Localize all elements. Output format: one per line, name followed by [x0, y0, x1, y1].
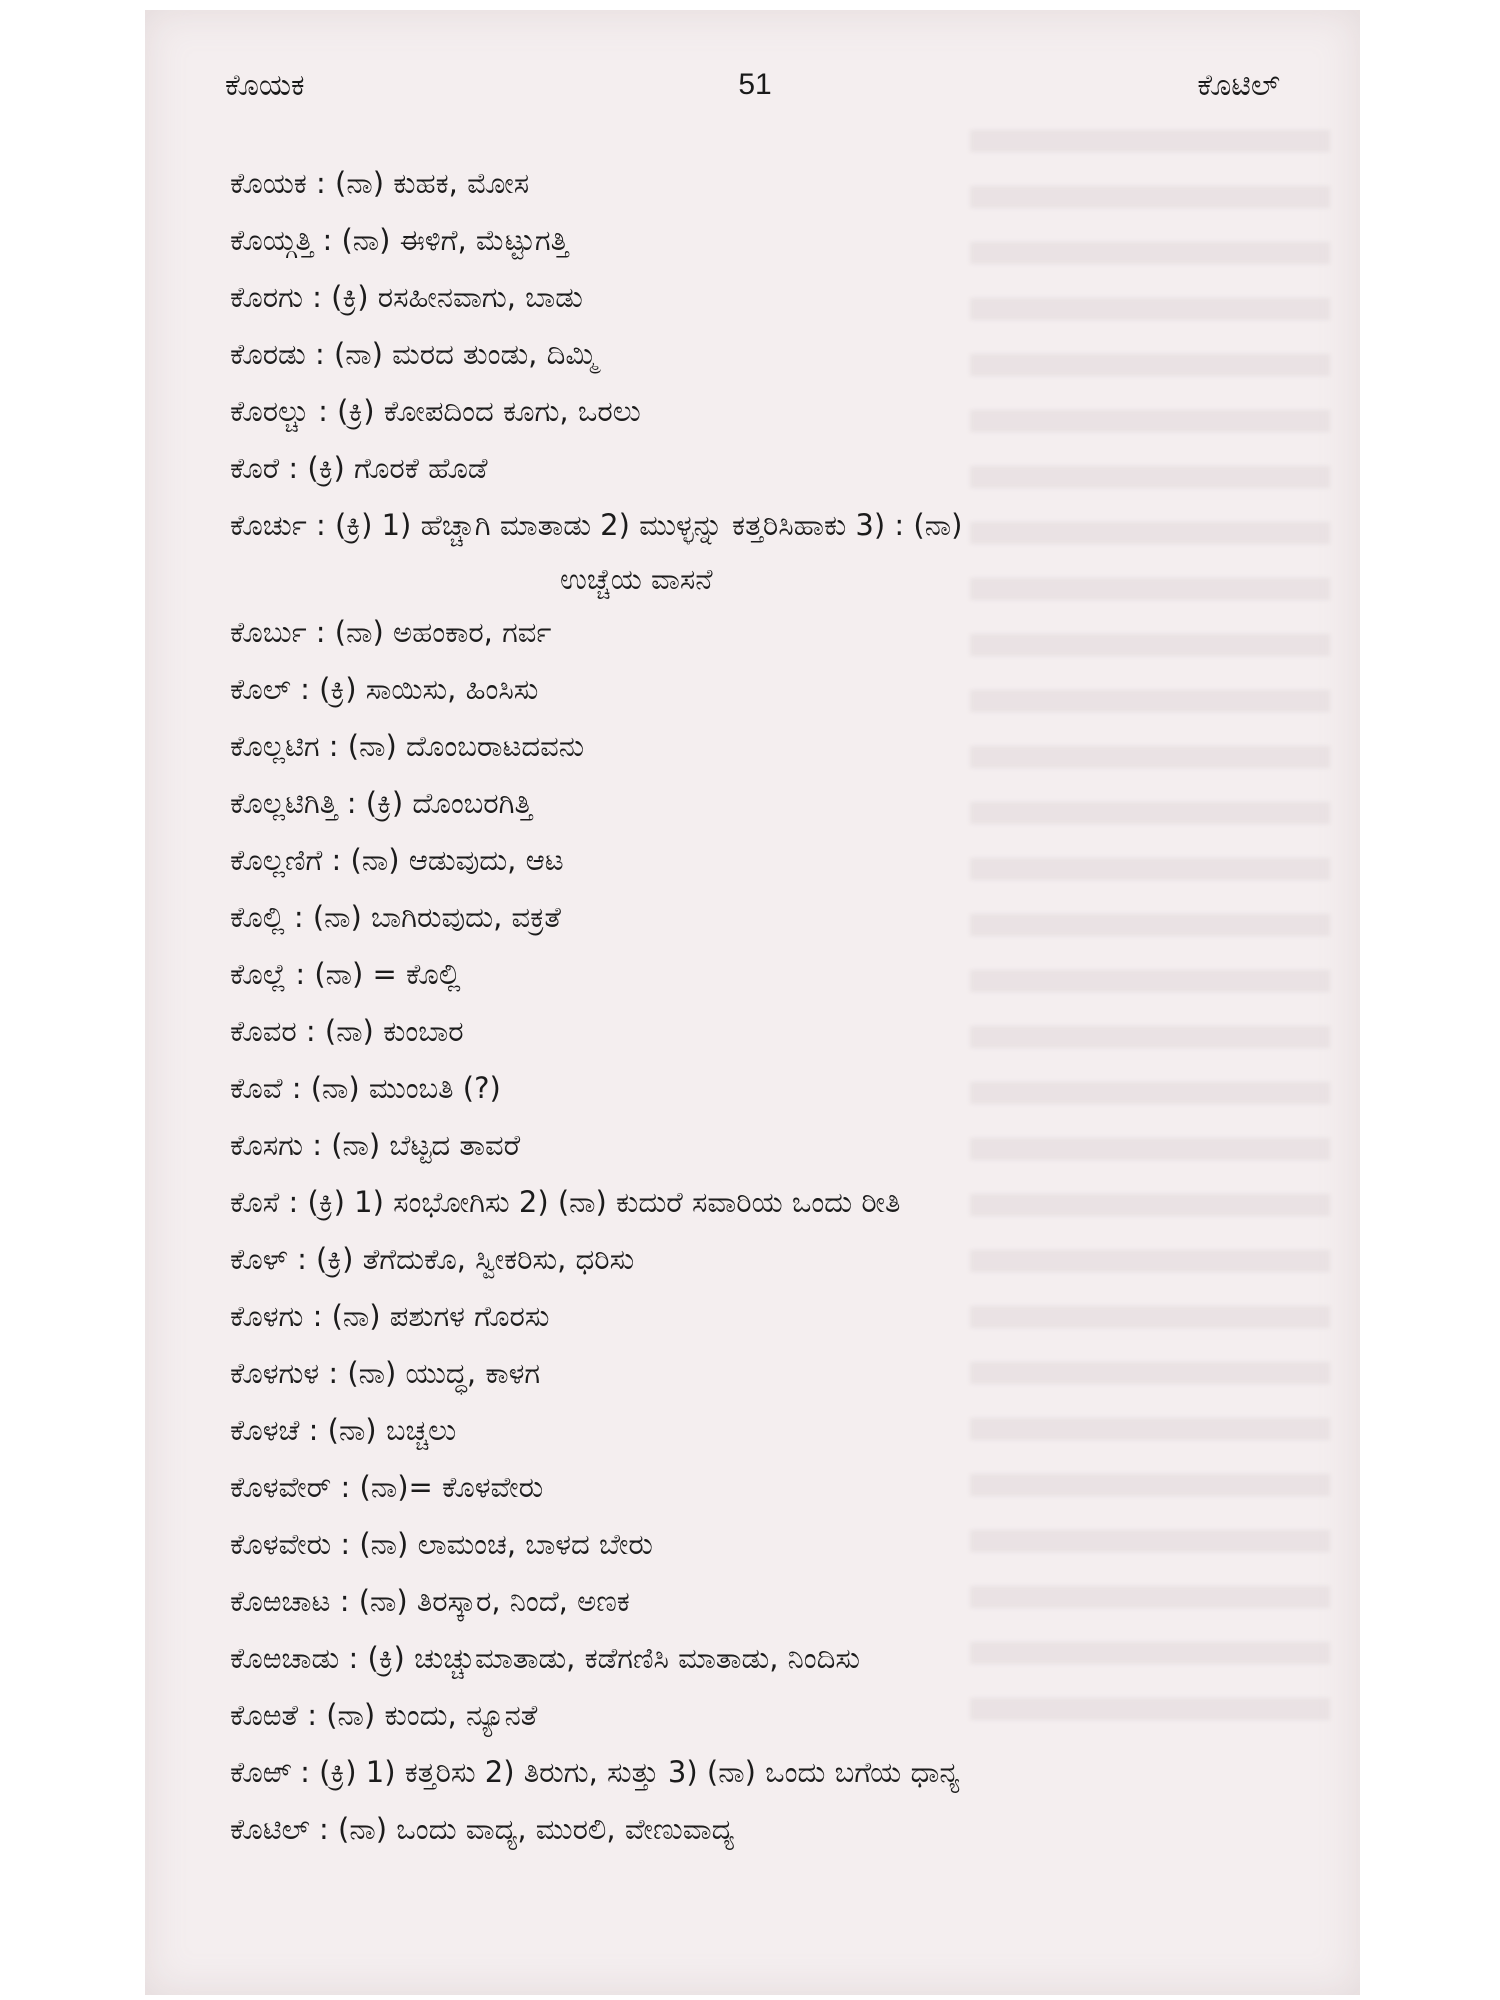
- dictionary-entry: [230, 497, 1310, 604]
- dictionary-entry: [230, 1288, 1310, 1345]
- entry-continuation: ಉಚ್ಚೆಯ ವಾಸನೆ: [560, 562, 713, 596]
- entry-text: ಕೊಱತೆ : (ನಾ) ಕುಂದು, ನ್ಯೂನತೆ: [230, 1698, 538, 1732]
- entry-text: ಕೊಲ್ಲಟಿಗ : (ನಾ) ದೊಂಬರಾಟದವನು: [230, 729, 585, 763]
- dictionary-entry: [230, 440, 1310, 497]
- entry-list: [230, 155, 1310, 1858]
- entry-text: ಕೊಱಚಾಟ : (ನಾ) ತಿರಸ್ಕಾರ, ನಿಂದೆ, ಅಣಕ: [230, 1584, 630, 1618]
- dictionary-entry: [230, 1744, 1310, 1801]
- entry-text: ಕೊಳವೇರು : (ನಾ) ಲಾಮಂಚ, ಬಾಳದ ಬೇರು: [230, 1527, 653, 1561]
- dictionary-entry: [230, 889, 1310, 946]
- dictionary-entry: [230, 1402, 1310, 1459]
- dictionary-entry: [230, 1516, 1310, 1573]
- dictionary-entry: [230, 661, 1310, 718]
- dictionary-entry: [230, 832, 1310, 889]
- entry-text: ಕೊವೆ : (ನಾ) ಮುಂಬತಿ (?): [230, 1071, 501, 1105]
- dictionary-entry: [230, 1117, 1310, 1174]
- dictionary-entry: [230, 775, 1310, 832]
- dictionary-entry: [230, 1687, 1310, 1744]
- entry-text: ಕೊಱಚಾಡು : (ಕ್ರಿ) ಚುಚ್ಚುಮಾತಾಡು, ಕಡೆಗಣಿಸಿ ಮಾತಾಡು, ನಿಂದಿಸು: [230, 1641, 860, 1675]
- dictionary-entry: [230, 269, 1310, 326]
- dictionary-page: [145, 10, 1360, 1995]
- dictionary-entry: [230, 604, 1310, 661]
- entry-text: ಕೊಯ್ಗತ್ತಿ : (ನಾ) ಈಳಿಗೆ, ಮೆಟ್ಟುಗತ್ತಿ: [230, 223, 569, 257]
- dictionary-entry: [230, 1459, 1310, 1516]
- dictionary-entry: [230, 1174, 1310, 1231]
- entry-text: ಕೊಲ್ಲಟಿಗಿತ್ತಿ : (ಕ್ರಿ) ದೊಂಬರಗಿತ್ತಿ: [230, 786, 533, 820]
- entry-text: ಕೊರಲ್ಚು : (ಕ್ರಿ) ಕೋಪದಿಂದ ಕೂಗು, ಒರಲು: [230, 394, 641, 428]
- dictionary-entry: [230, 1573, 1310, 1630]
- entry-text: ಕೊರೆ : (ಕ್ರಿ) ಗೊರಕೆ ಹೊಡೆ: [230, 451, 488, 485]
- header-first-word: ಕೊಯಕ: [225, 68, 305, 103]
- entry-text: ಕೊರ್ಚು : (ಕ್ರಿ) 1) ಹೆಚ್ಚಾಗಿ ಮಾತಾಡು 2) ಮುಳ್ಳನ್ನು ಕತ್ತರಿಸಿಹಾಕು 3) : (ನಾ): [230, 508, 963, 542]
- entry-text: ಕೊಸಗು : (ನಾ) ಬೆಟ್ಟದ ತಾವರೆ: [230, 1128, 521, 1162]
- entry-text: ಕೊಳವೇರ್ : (ನಾ)= ಕೊಳವೇರು: [230, 1470, 544, 1504]
- entry-text: ಕೊವರ : (ನಾ) ಕುಂಬಾರ: [230, 1014, 464, 1048]
- entry-text: ಕೊಟಿಲ್ : (ನಾ) ಒಂದು ವಾದ್ಯ, ಮುರಲಿ, ವೇಣುವಾದ್ಯ: [230, 1812, 735, 1846]
- entry-text: ಕೊಳಗು : (ನಾ) ಪಶುಗಳ ಗೊರಸು: [230, 1299, 550, 1333]
- entry-text: ಕೊಳ್ : (ಕ್ರಿ) ತೆಗೆದುಕೊ, ಸ್ವೀಕರಿಸು, ಧರಿಸು: [230, 1242, 635, 1276]
- entry-text: ಕೊಲ್ಲೆ : (ನಾ) = ಕೊಲ್ಲಿ: [230, 957, 461, 991]
- entry-text: ಕೊರಡು : (ನಾ) ಮರದ ತುಂಡು, ದಿಮ್ಮಿ: [230, 337, 598, 371]
- entry-text: ಕೊರಗು : (ಕ್ರಿ) ರಸಹೀನವಾಗು, ಬಾಡು: [230, 280, 583, 314]
- dictionary-entry: [230, 326, 1310, 383]
- entry-text: ಕೊಲ್ಲಿ : (ನಾ) ಬಾಗಿರುವುದು, ವಕ್ರತೆ: [230, 900, 561, 934]
- dictionary-entry: [230, 1231, 1310, 1288]
- dictionary-entry: [230, 1060, 1310, 1117]
- entry-text: ಕೊಯಕ : (ನಾ) ಕುಹಕ, ಮೋಸ: [230, 166, 530, 200]
- dictionary-entry: [230, 1003, 1310, 1060]
- dictionary-entry: [230, 946, 1310, 1003]
- entry-text: ಕೊಳಗುಳ : (ನಾ) ಯುದ್ಧ, ಕಾಳಗ: [230, 1356, 541, 1390]
- entry-text: ಕೊಳಚೆ : (ನಾ) ಬಚ್ಚಲು: [230, 1413, 457, 1447]
- entry-text: ಕೊಲ್ಲಣಿಗೆ : (ನಾ) ಆಡುವುದು, ಆಟ: [230, 843, 564, 877]
- entry-text: ಕೊರ್ಬು : (ನಾ) ಅಹಂಕಾರ, ಗರ್ವ: [230, 615, 552, 649]
- page-header: [145, 68, 1360, 118]
- entry-text: ಕೊಸೆ : (ಕ್ರಿ) 1) ಸಂಭೋಗಿಸು 2) (ನಾ) ಕುದುರೆ ಸವಾರಿಯ ಒಂದು ರೀತಿ: [230, 1185, 901, 1219]
- dictionary-entry: [230, 1345, 1310, 1402]
- dictionary-entry: [230, 383, 1310, 440]
- dictionary-entry: [230, 1630, 1310, 1687]
- entry-text: ಕೊಲ್ : (ಕ್ರಿ) ಸಾಯಿಸು, ಹಿಂಸಿಸು: [230, 672, 539, 706]
- page-number: 51: [738, 68, 772, 101]
- dictionary-entry: [230, 718, 1310, 775]
- dictionary-entry: [230, 155, 1310, 212]
- header-last-word: ಕೊಟಿಲ್: [1197, 68, 1280, 103]
- entry-text: ಕೊಱ್ : (ಕ್ರಿ) 1) ಕತ್ತರಿಸು 2) ತಿರುಗು, ಸುತ್ತು 3) (ನಾ) ಒಂದು ಬಗೆಯ ಧಾನ್ಯ: [230, 1755, 960, 1789]
- dictionary-entry: [230, 1801, 1310, 1858]
- dictionary-entry: [230, 212, 1310, 269]
